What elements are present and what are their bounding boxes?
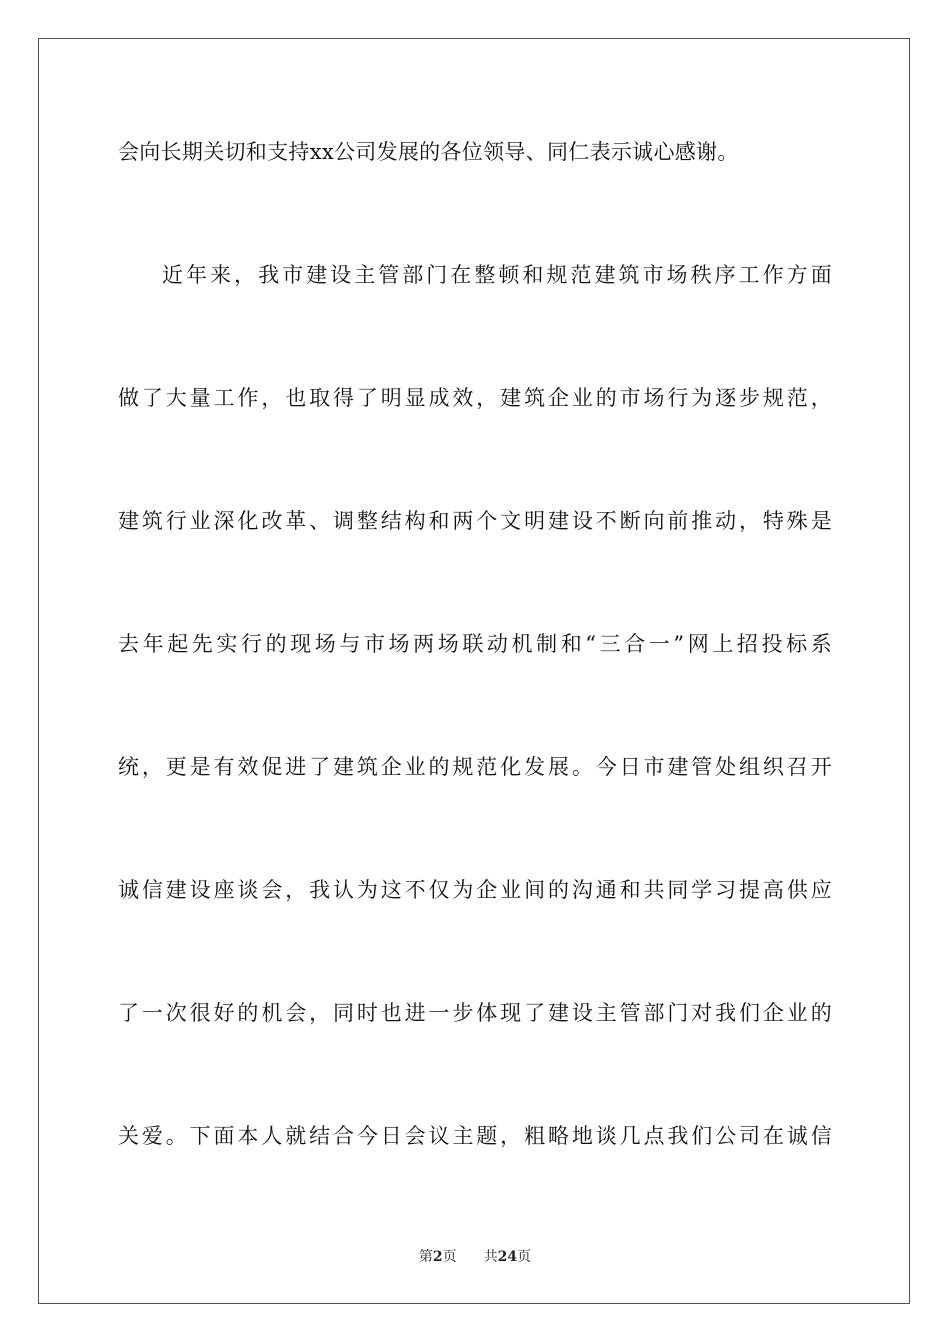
page-indicator <box>419 1249 457 1265</box>
page-suffix: 页 <box>442 1249 457 1265</box>
total-pages-indicator <box>484 1249 531 1265</box>
page-number: 2 <box>432 1249 443 1265</box>
page-footer <box>0 1248 950 1266</box>
total-suffix: 页 <box>517 1249 532 1265</box>
text-line-2: 近年来，我市建设主管部门在整顿和规范建筑市场秩序工作方面 <box>162 263 832 287</box>
text-line-7: 诚信建设座谈会，我认为这不仅为企业间的沟通和共同学习提高供应 <box>118 878 832 902</box>
page-prefix: 第 <box>418 1249 433 1265</box>
text-line-8: 了一次很好的机会，同时也进一步体现了建设主管部门对我们企业的 <box>118 1001 832 1025</box>
total-pages: 24 <box>497 1249 518 1265</box>
text-line-1: 会向长期关切和支持xx公司发展的各位领导、同仁表示诚心感谢。 <box>118 140 739 164</box>
total-prefix: 共 <box>483 1249 498 1265</box>
text-line-9: 关爱。下面本人就结合今日会议主题，粗略地谈几点我们公司在诚信 <box>118 1124 832 1148</box>
text-line-5: 去年起先实行的现场与市场两场联动机制和“三合一”网上招投标系 <box>118 632 832 656</box>
text-line-4: 建筑行业深化改革、调整结构和两个文明建设不断向前推动，特殊是 <box>118 509 832 533</box>
page-border <box>38 38 910 1304</box>
text-line-6: 统，更是有效促进了建筑企业的规范化发展。今日市建管处组织召开 <box>118 755 832 779</box>
text-line-3: 做了大量工作，也取得了明显成效，建筑企业的市场行为逐步规范， <box>118 386 832 410</box>
